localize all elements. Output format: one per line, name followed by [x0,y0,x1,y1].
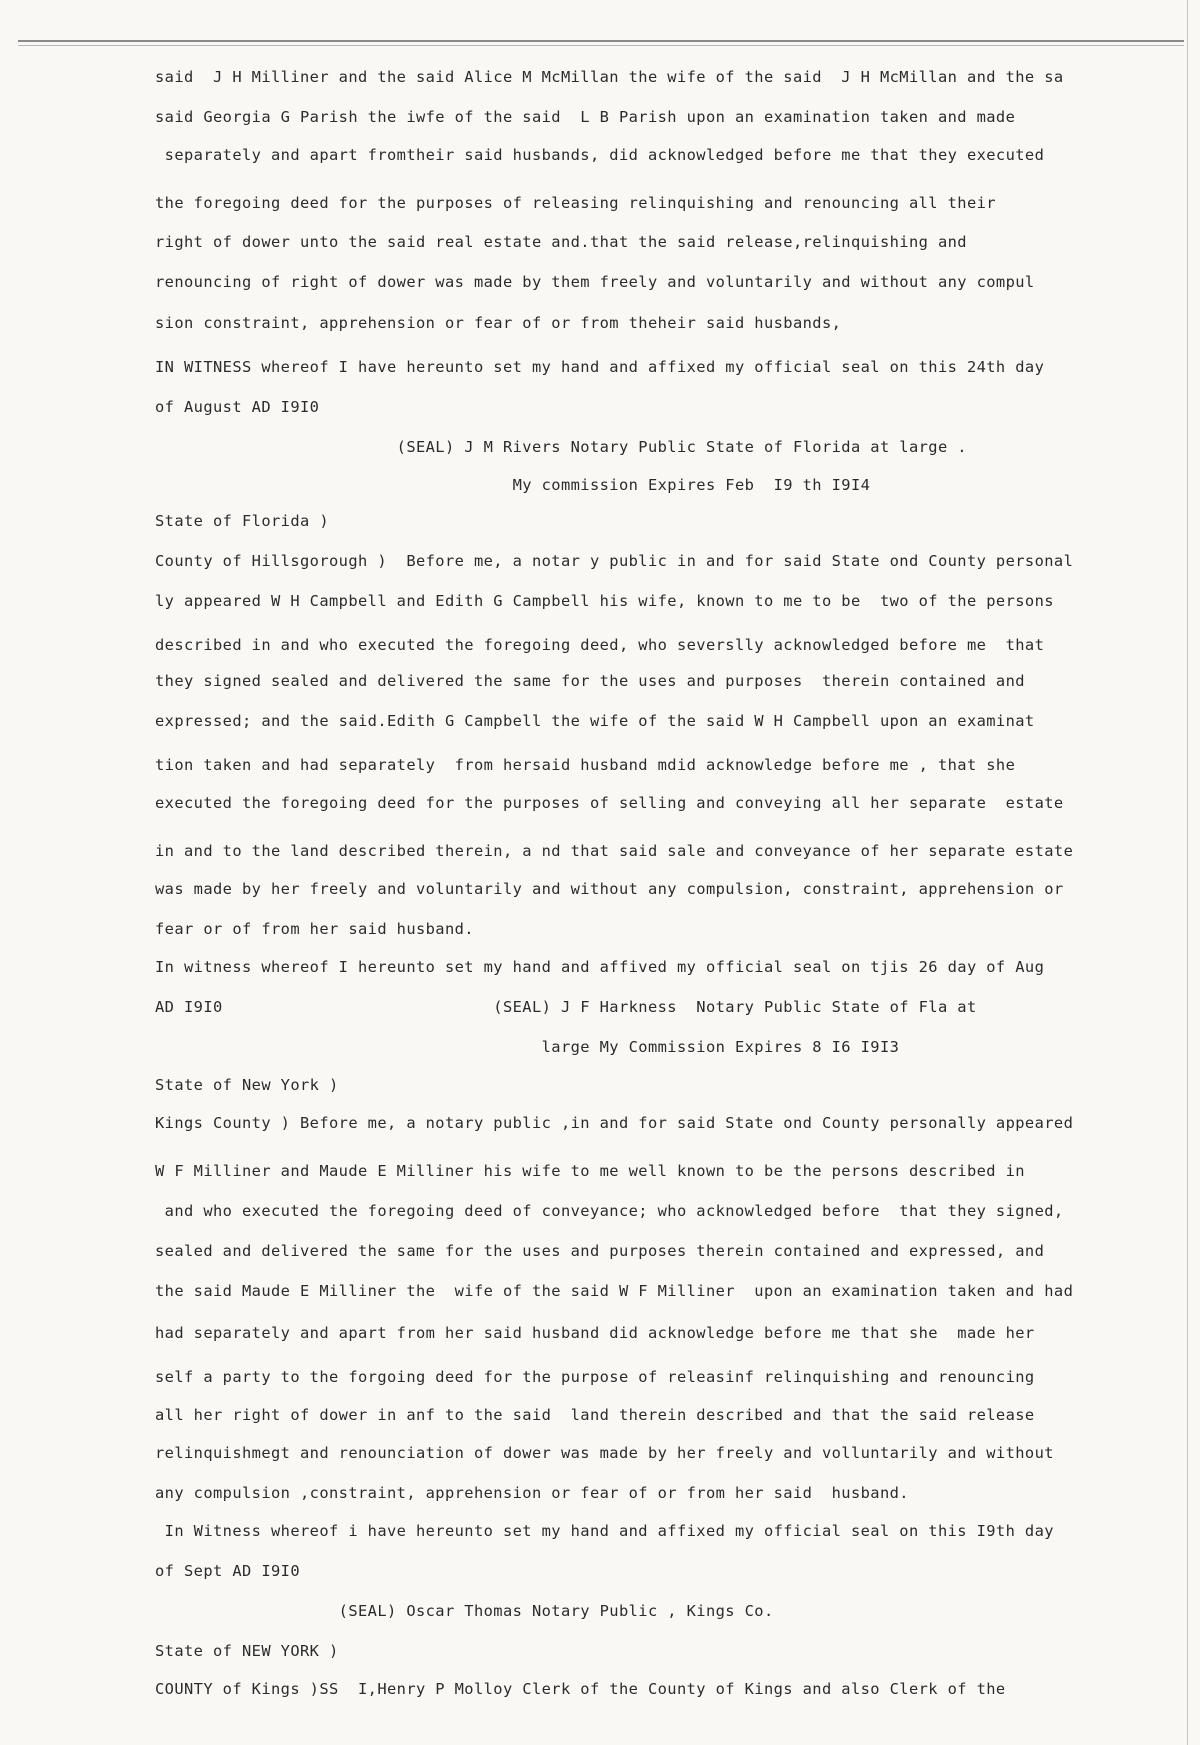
text-line: relinquishmegt and renounciation of dower was made by her freely and volluntarily and without [155,1444,1054,1462]
venue-heading: State of New York ) [155,1076,339,1094]
commission-line: My commission Expires Feb I9 th I9I4 [155,476,871,494]
venue-heading: State of Florida ) [155,512,329,530]
notary-signature-line: (SEAL) J M Rivers Notary Public State of Florida at large . [155,438,967,456]
text-line: of Sept AD I9I0 [155,1562,300,1580]
text-line: sion constraint, apprehension or fear of or from theheir said husbands, [155,314,842,332]
text-line: fear or of from her said husband. [155,920,474,938]
text-line: in and to the land described therein, a nd that said sale and conveyance of her separate estate [155,842,1074,860]
text-line: ly appeared W H Campbell and Edith G Campbell his wife, known to me to be two of the persons [155,592,1054,610]
text-line: any compulsion ,constraint, apprehension or fear of or from her said husband. [155,1484,909,1502]
text-line: In Witness whereof i have hereunto set my hand and affixed my official seal on this I9th day [155,1522,1054,1540]
venue-heading: State of NEW YORK ) [155,1642,339,1660]
text-line: described in and who executed the foregoing deed, who severslly acknowledged before me that [155,636,1045,654]
text-line: sealed and delivered the same for the uses and purposes therein contained and expressed, and [155,1242,1045,1260]
text-line: IN WITNESS whereof I have hereunto set my hand and affixed my official seal on this 24th day [155,358,1045,376]
notary-signature-line: AD I9I0 (SEAL) J F Harkness Notary Public State of Fla at [155,998,977,1016]
text-line: the foregoing deed for the purposes of releasing relinquishing and renouncing all their [155,194,996,212]
text-line: all her right of dower in anf to the said land therein described and that the said release [155,1406,1035,1424]
text-line: Kings County ) Before me, a notary public ,in and for said State ond County personally appeared [155,1114,1074,1132]
text-line: expressed; and the said.Edith G Campbell the wife of the said W H Campbell upon an examinat [155,712,1035,730]
text-line: right of dower unto the said real estate and.that the said release,relinquishing and [155,233,967,251]
text-line: renouncing of right of dower was made by them freely and voluntarily and without any compul [155,273,1035,291]
text-line: said J H Milliner and the said Alice M McMillan the wife of the said J H McMillan and the sa [155,68,1064,86]
text-line: said Georgia G Parish the iwfe of the said L B Parish upon an examination taken and made [155,108,1016,126]
text-line: COUNTY of Kings )SS I,Henry P Molloy Clerk of the County of Kings and also Clerk of the [155,1680,1006,1698]
text-line: tion taken and had separately from hersaid husband mdid acknowledge before me , that she [155,756,1016,774]
text-line: of August AD I9I0 [155,398,320,416]
text-line: self a party to the forgoing deed for the purpose of releasinf relinquishing and renouncing [155,1368,1035,1386]
text-line: the said Maude E Milliner the wife of the said W F Milliner upon an examination taken and had [155,1282,1074,1300]
text-line: executed the foregoing deed for the purposes of selling and conveying all her separate estate [155,794,1064,812]
top-border-line-secondary [18,45,1184,46]
notary-signature-line: (SEAL) Oscar Thomas Notary Public , Kings Co. [155,1602,774,1620]
text-line: they signed sealed and delivered the same for the uses and purposes therein contained and [155,672,1025,690]
text-line: separately and apart fromtheir said husbands, did acknowledged before me that they executed [155,146,1045,164]
text-line: County of Hillsgorough ) Before me, a notar y public in and for said State ond County personal [155,552,1074,570]
page-edge-line [1187,0,1188,1745]
text-line: W F Milliner and Maude E Milliner his wife to me well known to be the persons described in [155,1162,1025,1180]
text-line: and who executed the foregoing deed of conveyance; who acknowledged before that they signed, [155,1202,1064,1220]
text-line: In witness whereof I hereunto set my hand and affived my official seal on tjis 26 day of Aug [155,958,1045,976]
commission-line: large My Commission Expires 8 I6 I9I3 [155,1038,900,1056]
text-line: was made by her freely and voluntarily and without any compulsion, constraint, apprehension or [155,880,1064,898]
top-border-line [18,40,1184,42]
text-line: had separately and apart from her said husband did acknowledge before me that she made her [155,1324,1035,1342]
